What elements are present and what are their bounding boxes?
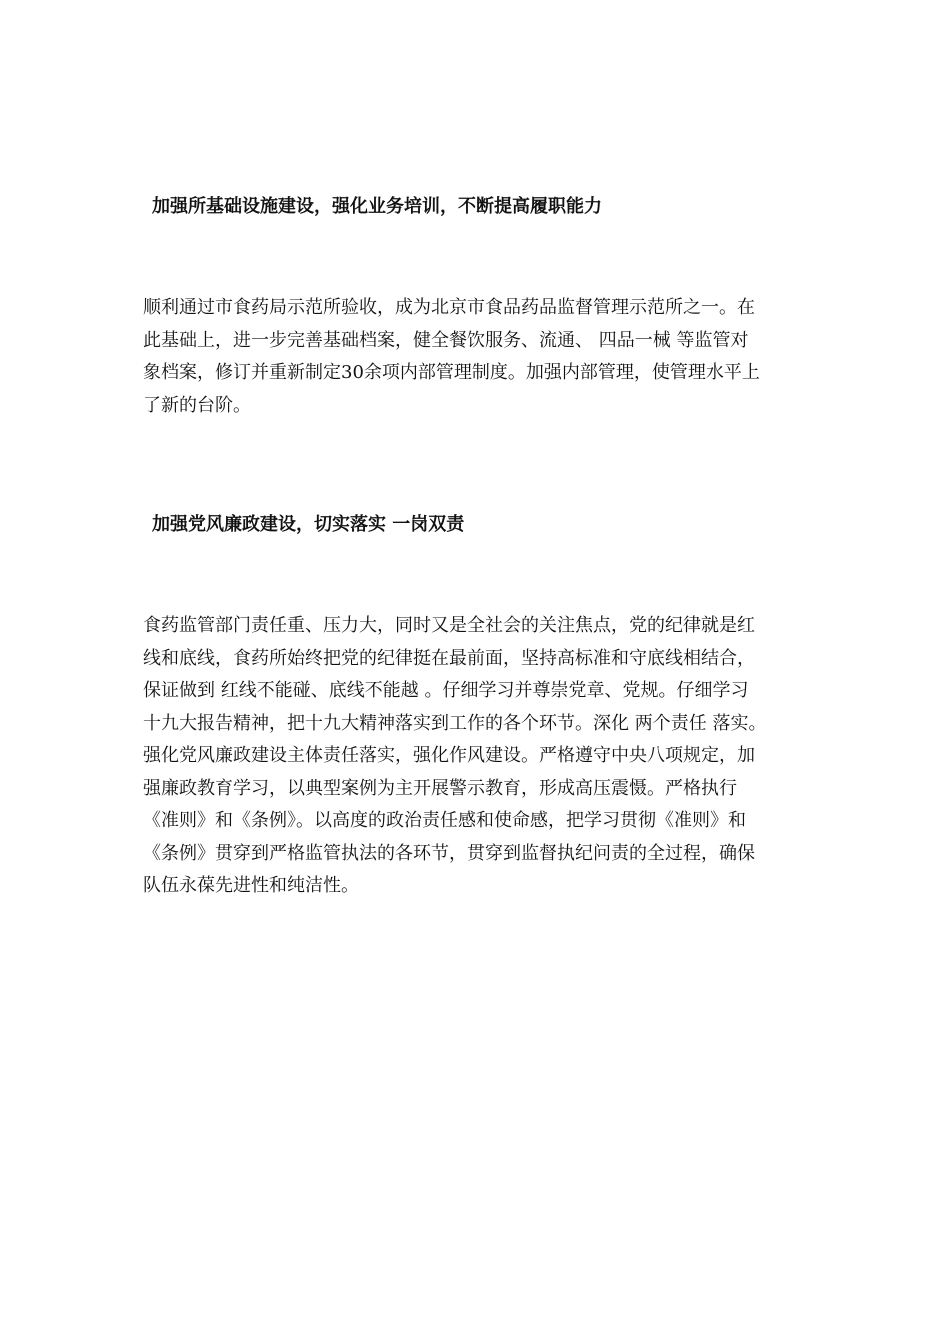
paragraph-line: 顺利通过市食药局示范所验收，成为北京市食品药品监督管理示范所之一。在 (143, 297, 755, 318)
paragraph-line: 强廉政教育学习，以典型案例为主开展警示教育，形成高压震慑。严格执行 (143, 777, 737, 799)
paragraph-2 (143, 610, 811, 903)
paragraph-line: 线和底线，食药所始终把党的纪律挺在最前面，坚持高标准和守底线相结合， (143, 647, 755, 669)
paragraph-1 (143, 292, 811, 422)
section-heading-2: 加强党风廉政建设，切实落实 一岗双责 (152, 514, 465, 535)
paragraph-line: 食药监管部门责任重、压力大，同时又是全社会的关注焦点，党的纪律就是红 (143, 615, 755, 636)
paragraph-line: 了新的台阶。 (143, 394, 251, 416)
section-heading-1: 加强所基础设施建设，强化业务培训，不断提高履职能力 (152, 196, 602, 217)
paragraph-line: 此基础上，进一步完善基础档案，健全餐饮服务、流通、 四品一械 等监管对 (143, 329, 749, 351)
paragraph-line: 象档案，修订并重新制定30余项内部管理制度。加强内部管理，使管理水平上 (143, 362, 760, 383)
paragraph-line: 保证做到 红线不能碰、底线不能越 。仔细学习并尊崇党章、党规。仔细学习 (143, 680, 749, 701)
paragraph-line: 《准则》和《条例》。以高度的政治责任感和使命感，把学习贯彻《准则》和 (143, 810, 746, 831)
paragraph-line: 强化党风廉政建设主体责任落实，强化作风建设。严格遵守中央八项规定，加 (143, 745, 755, 766)
paragraph-line: 《条例》贯穿到严格监管执法的各环节，贯穿到监督执纪问责的全过程，确保 (143, 842, 755, 864)
paragraph-line: 十九大报告精神，把十九大精神落实到工作的各个环节。深化 两个责任 落实。 (143, 712, 767, 734)
paragraph-line: 队伍永葆先进性和纯洁性。 (143, 875, 359, 896)
